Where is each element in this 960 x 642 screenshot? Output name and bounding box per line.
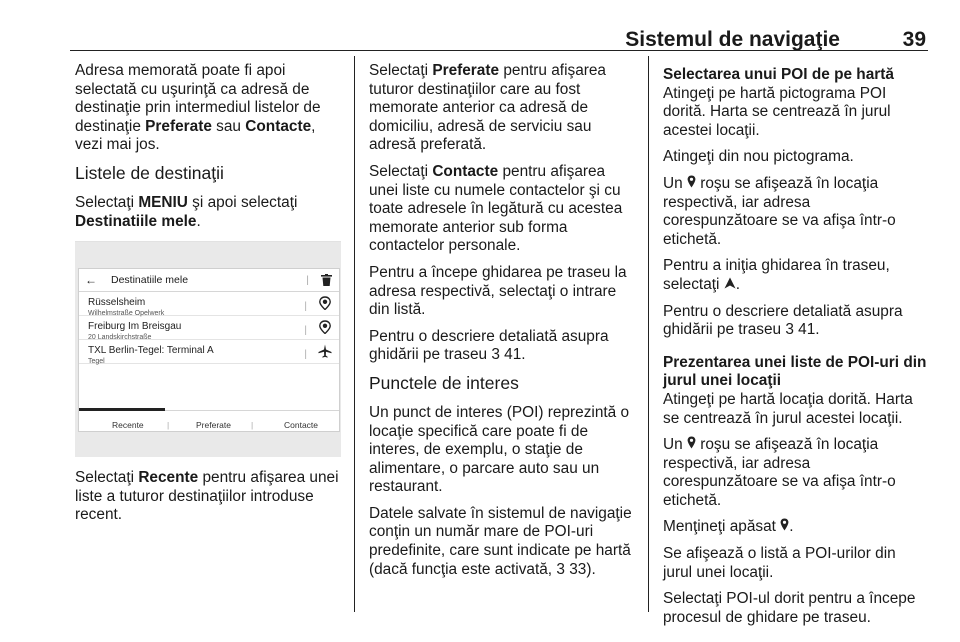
column-2 — [369, 62, 633, 587]
column-3 — [663, 62, 929, 635]
section-heading: Listele de destinaţii — [75, 162, 224, 183]
section-heading: Punctele de interes — [369, 372, 519, 393]
column-divider — [648, 56, 649, 612]
paragraph: Se afişează o listă a POI-urilor din jurul unei locaţii. — [663, 545, 896, 581]
list-item[interactable]: TXL Berlin-Tegel: Terminal A Tegel | — [79, 340, 339, 364]
header-rule — [70, 50, 928, 51]
paragraph: Selectaţi Preferate pentru afişarea tuturor destinaţiilor care au fost memorate anterior ca adresă de domiciliu, adresă de serviciu sau adresă preferată. — [369, 62, 606, 154]
screenshot-destinations — [75, 241, 341, 457]
column-1 — [75, 62, 343, 533]
paragraph: Pentru a iniţia ghidarea în traseu, selectaţi . — [663, 257, 890, 293]
page-number: 39 — [902, 28, 926, 51]
paragraph: Datele salvate în sistemul de navigaţie conţin un număr mare de POI-uri predefinite, care sunt indicate pe hartă (dacă funcţia este activată, 3 33). — [369, 504, 632, 578]
paragraph: Un roşu se afişează în locaţia respectivă, iar adresa corespunzătoare se va afişa într-o etichetă. — [663, 436, 896, 509]
paragraph: Adresa memorată poate fi apoi selectată cu uşurinţă ca adresă de destinaţie prin intermediul listelor de destinaţie Preferate sau Contacte, vezi mai jos. — [75, 62, 321, 154]
tab-recente[interactable]: Recente — [112, 420, 144, 431]
paragraph: Un roşu se afişează în locaţia respectivă, iar adresa corespunzătoare se va afişa într-o etichetă. — [663, 174, 896, 248]
paragraph: Selectaţi MENIU şi apoi selectaţi Destinatiile mele. — [75, 193, 298, 230]
screen — [78, 268, 340, 432]
active-tab-indicator — [79, 408, 165, 411]
paragraph: Selectaţi Contacte pentru afişarea unei liste cu numele contactelor şi cu toate adresele în legătură cu acestea memorate anterior sub forma contactelor personale. — [369, 162, 623, 255]
navigation-arrow-icon — [724, 277, 736, 289]
page-reference: 3 33). — [556, 560, 596, 578]
airplane-icon[interactable] — [318, 344, 332, 358]
paragraph: Menţineţi apăsat . — [663, 518, 794, 536]
list-item[interactable]: Rüsselsheim Wilhelmstraße Opelwerk | — [79, 292, 339, 316]
paragraph: Pentru o descriere detaliată asupra ghidării pe traseu 3 41. — [369, 327, 609, 364]
tab-preferate[interactable]: Preferate — [196, 420, 231, 431]
page-reference: 3 41. — [491, 346, 526, 364]
page-title: Sistemul de navigaţie — [625, 28, 840, 51]
screen-title-bar — [79, 269, 339, 292]
back-arrow-icon[interactable]: ← — [85, 273, 97, 288]
paragraph: Pentru a începe ghidarea pe traseu la adresa respectivă, selectaţi o intrare din listă. — [369, 263, 627, 319]
tab-bar: Recente | Preferate | Contacte — [79, 410, 339, 431]
paragraph: Atingeţi din nou pictograma. — [663, 148, 854, 166]
subsection-heading: Prezentarea unei liste de POI-uri din jurul unei locaţii — [663, 353, 927, 390]
paragraph: Selectaţi POI-ul dorit pentru a începe procesul de ghidare pe traseu. — [663, 590, 916, 626]
map-pin-icon — [687, 175, 696, 188]
paragraph: Atingeţi pe hartă pictograma POI dorită. Harta se centrează în jurul acestei locaţii. — [663, 84, 891, 139]
list-item[interactable]: Freiburg Im Breisgau 20 Landskirchstraße | — [79, 316, 339, 340]
heart-pin-icon[interactable] — [318, 320, 332, 334]
column-divider — [354, 56, 355, 612]
separator: | — [306, 274, 309, 287]
page-header — [70, 18, 928, 51]
page-reference: 3 41. — [785, 321, 820, 339]
heart-pin-icon[interactable] — [318, 296, 332, 310]
tab-contacte[interactable]: Contacte — [284, 420, 319, 431]
map-pin-icon — [780, 518, 789, 531]
paragraph: Atingeţi pe hartă locaţia dorită. Harta se centrează în jurul acestei locaţii. — [663, 390, 913, 427]
trash-icon[interactable] — [321, 274, 332, 286]
paragraph: Pentru o descriere detaliată asupra ghidării pe traseu 3 41. — [663, 302, 903, 339]
subsection-heading: Selectarea unui POI de pe hartă — [663, 66, 894, 83]
paragraph: Selectaţi Recente pentru afişarea unei liste a tuturor destinaţiilor introduse recent. — [75, 469, 339, 524]
screen-title: Destinatiile mele — [111, 274, 189, 287]
map-pin-icon — [687, 436, 696, 449]
paragraph: Un punct de interes (POI) reprezintă o locaţie specifică care poate fi de interes, de exemplu, o staţie de alimentare, o parcare auto sau un restaurant. — [369, 403, 630, 496]
